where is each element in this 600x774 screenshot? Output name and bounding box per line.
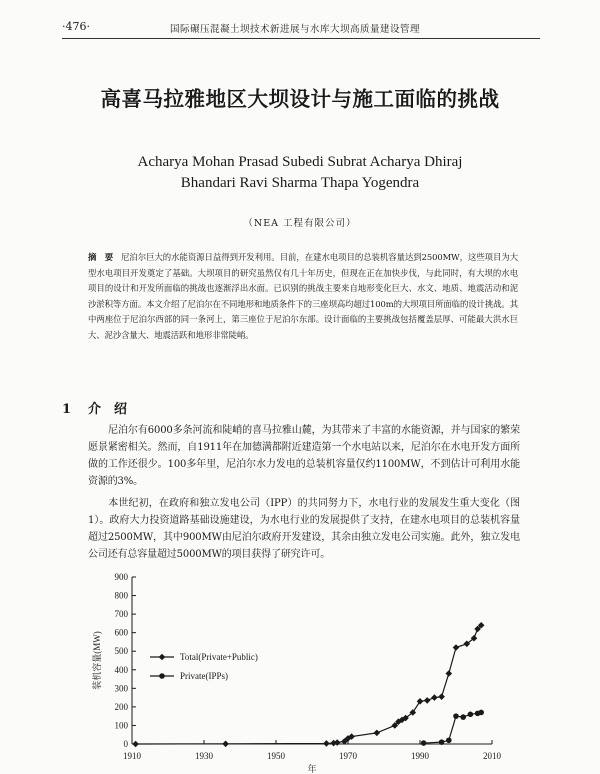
y-tick-label: 300 [114,683,128,694]
y-tick-label: 500 [114,646,128,657]
x-tick-label: 1950 [267,751,285,761]
x-tick-label: 1990 [411,751,429,761]
series-1-point [222,741,229,748]
series-1-point [424,697,431,704]
authors [0,152,600,194]
series-2-point [453,713,459,719]
authors-line-1: Acharya Mohan Prasad Subedi Subrat Acharya Dhiraj [137,154,463,170]
series-1-point [132,741,139,748]
page-number: ·476· [62,20,90,33]
y-tick-label: 900 [114,572,128,582]
y-tick-label: 100 [114,720,128,731]
legend-marker-2 [159,673,165,679]
series-2-point [446,737,452,743]
series-2-point [478,710,484,716]
affiliation: （NEA 工程有限公司） [243,218,357,229]
section-number: 1 [62,402,72,417]
y-tick-label: 0 [123,739,128,749]
series-1-point [431,694,438,701]
body-paragraph-2-text: 本世纪初，在政府和独立发电公司（IPP）的共同努力下，水电行业的发展发生重大变化（图1）。政府大力投资道路基础设施建设，为水电行业的发展提供了支持，在建水电项目的总装机容量超过2500MW，其中900MW由尼泊尔政府开发建设，其余由独立发电公司实施。此外，独立发电公司还有总容量超过5000MW的项目获得了研究许可。 [88,498,520,560]
body-paragraph-1 [88,422,520,490]
series-1-point [417,698,424,705]
legend-label-2: Private(IPPs) [180,671,228,681]
abstract-label: 摘 要 [88,252,114,262]
y-tick-label: 800 [114,590,128,601]
series-line-1 [136,625,482,744]
legend-label-1: Total(Private+Public) [180,652,258,662]
abstract-text: 尼泊尔巨大的水能资源日益得到开发利用。目前，在建水电项目的总装机容量达到2500MW，这些项目为大型水电项目开发奠定了基础。大坝项目的研究虽然仅有几十年历史，但现在正在加快步伐，与此同时，有大坝的水电项目的设计和开发所面临的挑战也逐渐浮出水面。已识别的挑战主要来自地形变化巨大、水文、地质、地震活动和泥沙淤积等方面。本文介绍了尼泊尔在不同地形和地质条件下的三座坝高均超过100m的大坝项目所面临的设计挑战。其中两座位于尼泊尔西部的同一条河上，第三座位于尼泊尔东部。设计面临的主要挑战包括覆盖层厚、可能最大洪水巨大、泥沙含量大、地震活跃和地形非常陡峭。 [88,252,518,340]
series-2-point [468,712,474,718]
authors-line-2: Bhandari Ravi Sharma Thapa Yogendra [180,175,420,191]
series-2-point [460,714,466,720]
y-tick-label: 200 [114,701,128,712]
y-tick-label: 600 [114,627,128,638]
y-tick-label: 400 [114,664,128,675]
x-tick-label: 2010 [483,751,501,761]
capacity-chart [90,570,510,774]
series-1-point [374,730,381,737]
series-1-point [446,670,453,677]
series-2-point [439,739,445,745]
section-title: 介 绍 [88,402,128,417]
series-1-point [323,740,330,747]
abstract [88,250,518,343]
series-line-2 [424,712,482,743]
section-heading [62,398,127,417]
body-paragraph-1-text: 尼泊尔有6000多条河流和陡峭的喜马拉雅山麓，为其带来了丰富的水能资源，并与国家的繁荣愿景紧密相关。然而，自1911年在加德满都附近建造第一个水电站以来，尼泊尔在水电开发方面所做的工作还很少。100多年里，尼泊尔水力发电的总装机容量仅约1100MW，不到估计可利用水能资源的3%。 [88,425,520,487]
x-tick-label: 1930 [195,751,213,761]
legend-marker-1 [159,654,166,661]
x-tick-label: 1910 [123,751,141,761]
running-title: 国际碾压混凝土坝技术新进展与水库大坝高质量建设管理 [170,24,421,35]
paper-title: 高喜马拉雅地区大坝设计与施工面临的挑战 [100,87,500,111]
x-axis-label: 年 [307,764,317,774]
series-2-point [421,740,427,746]
body-paragraph-2 [88,495,520,563]
series-1-point [453,644,460,651]
y-tick-label: 700 [114,609,128,620]
header-rule [62,38,540,39]
y-axis-label: 装机容量(MW) [92,631,102,690]
x-tick-label: 1970 [339,751,357,761]
series-1-point [438,693,445,700]
